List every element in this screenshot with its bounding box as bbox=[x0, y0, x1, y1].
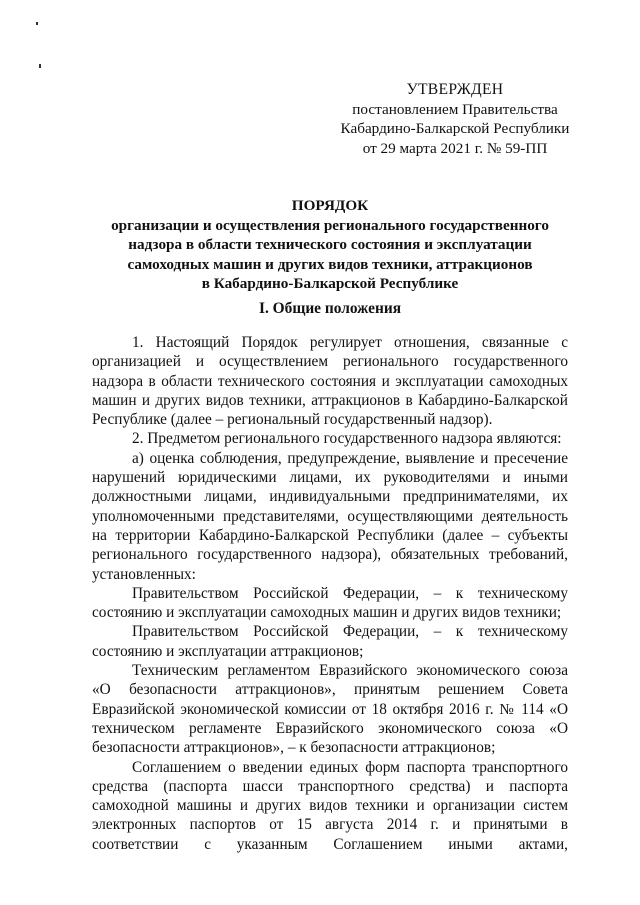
paragraph-rf-machines: Правительством Российской Федерации, – к техническому состоянию и эксплуатации самоходных машин и других видов техники; bbox=[92, 584, 568, 622]
document-title bbox=[90, 196, 570, 294]
paragraph-2: 2. Предметом регионального государственного надзора являются: bbox=[132, 430, 562, 448]
scan-mark bbox=[39, 64, 41, 68]
paragraph-1: 1. Настоящий Порядок регулирует отношения, связанные с организацией и осуществлением регионального государственного надзора в области технического состояния и эксплуатации самоходных машин и других видов техники, аттракционов в Кабардино-Балкарской Республике (далее – региональный государственный надзор). bbox=[92, 334, 568, 429]
title-heading: ПОРЯДОК bbox=[291, 197, 369, 214]
paragraph-agreement: Соглашением о введении единых форм паспорта транспортного средства (паспорта шасси транспортного средства) и паспорта самоходной машины и других видов техники и организации систем электронных паспортов от 15 августа 2014 г. и принятыми в соответствии с указанным Соглашением иными актами, bbox=[92, 758, 568, 853]
scan-mark bbox=[36, 22, 38, 25]
title-line: самоходных машин и других видов техники, аттракционов bbox=[127, 255, 533, 273]
title-line: в Кабардино-Балкарской Республике bbox=[201, 275, 459, 292]
document-body bbox=[92, 333, 568, 854]
approval-date-line: от 29 марта 2021 г. № 59-ПП bbox=[362, 139, 548, 157]
approval-line: постановлением Правительства bbox=[352, 100, 558, 118]
paragraph-eaeu-regulation: Техническим регламентом Евразийского экономического союза «О безопасности аттракционов», принятым решением Совета Евразийской экономической комиссии от 18 октября 2016 г. № 114 «О техническом регламенте Евразийского экономического союза «О безопасности аттракционов», – к безопасности аттракционов; bbox=[92, 662, 568, 757]
approval-line: Кабардино-Балкарской Республики bbox=[340, 120, 570, 137]
title-line: организации и осуществления регионального государственного bbox=[111, 216, 549, 234]
paragraph-rf-attractions: Правительством Российской Федерации, – к техническому состоянию и эксплуатации аттракционов; bbox=[92, 623, 568, 660]
paragraph-2a: а) оценка соблюдения, предупреждение, выявление и пресечение нарушений юридическими лицами, их руководителями и иными должностными лицами, индивидуальными предпринимателями, их уполномоченными представителями, осуществляющими деятельность на территории Кабардино-Балкарской Республики (далее – субъекты регионального государственного надзора), обязательных требований, установленных: bbox=[92, 449, 568, 583]
approval-heading: УТВЕРЖДЕН bbox=[406, 81, 504, 98]
approval-stamp bbox=[330, 80, 580, 158]
title-line: надзора в области технического состояния и эксплуатации bbox=[128, 236, 532, 253]
section-heading: I. Общие положения bbox=[258, 300, 402, 317]
